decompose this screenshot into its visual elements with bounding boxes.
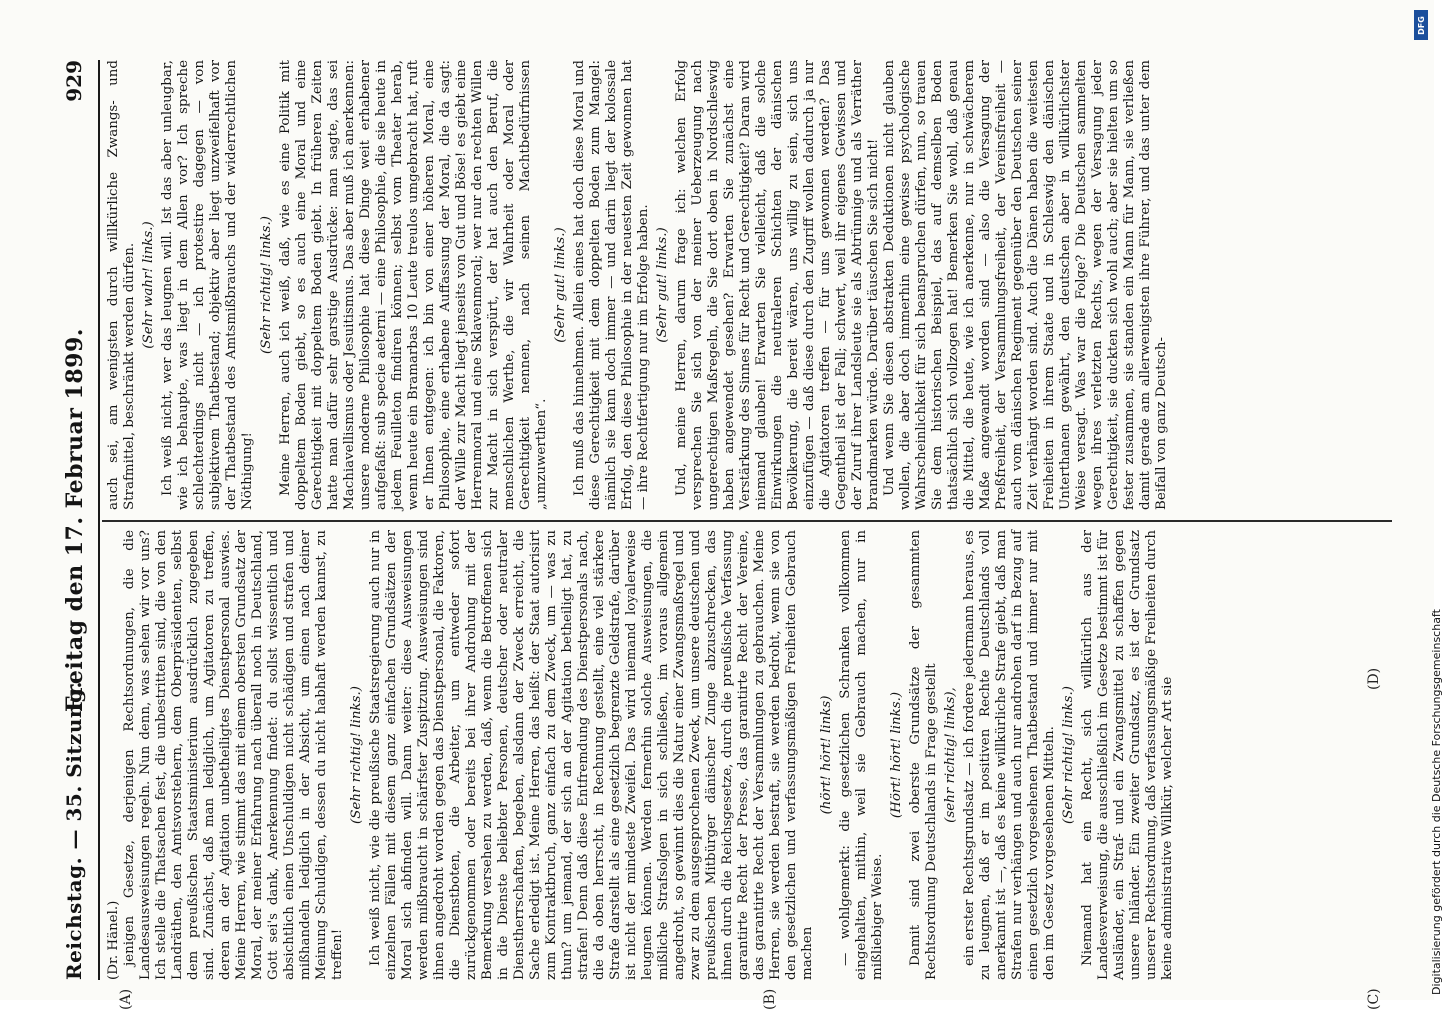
dfg-logo: DFG (1414, 10, 1428, 40)
paragraph: auch sei, am wenigsten durch willkürliche Zwangs- und Strafmittel, beschränkt werden dürfen. (106, 60, 137, 510)
header-date: Freitag den 17. Februar 1899. (62, 328, 88, 712)
paragraph: jenigen Gesetze, derjenigen Rechtsordnungen, die die Landesausweisungen regeln. Nun denn, was sehen wir vor uns? Ich stelle die Thatsachen fest, die unbestritten sind, die von den Landräthen, den Amtsvorstehern, dem Oberpräsidenten, selbst dem preußischen Staatsministerium ausdrücklich zugegeben sind. Zunächst, daß man lediglich, um Agitatoren zu treffen, deren an der Agitation unbetheiligtes Dienstpersonal auswies. Meine Herren, wie stimmt das mit einem obersten Grundsatz der Moral, der meiner Erfahrung nach überall noch in Deutschland, Gott sei's dank, Anerkennung findet: du sollst wissentlich und absichtlich einen Unschuldigen nicht schädigen und strafen und mißhandeln lediglich in der Absicht, um einen nach deiner Meinung Schuldigen, dessen du nicht habhaft werden kannst, zu treffen! (122, 530, 345, 980)
paragraph: Meine Herren, auch ich weiß, daß, wie es eine Politik mit doppeltem Boden giebt, so es auch eine Moral und eine Gerechtigkeit mit doppeltem Boden giebt. In früheren Zeiten hatte man dafür sehr garstige Ausdrücke: man sagte, das sei Machiavellismus oder Jesuitismus. Das aber muß ich anerkennen: unsere moderne Philosophie hat diese Dinge weit erhabener aufgefaßt: sub specie aeterni — eine Philosophie, die sie heute in jedem Feuilleton findiren können; selbst vom Theater herab, wenn heute ein Bramarbas 10 Leute treulos umgebracht hat, ruft er Ihnen entgegen: ich bin von einer höheren Moral, eine Philosophie, eine erhabene Auffassung der Moral, die da sagt: der Wille zur Macht liegt jenseits von Gut und Böse! es giebt eine Herrenmoral und eine Sklavenmoral; wer nur den rechten Willen zur Macht in sich verspürt, der hat auch den Beruf, die menschlichen Werthe, die wir Wahrheit oder Moral oder Gerechtigkeit nennen, nach seinen Machtbedürfnissen „umzuwerthen“. (278, 60, 549, 510)
margin-mark-d: (D) (1366, 667, 1382, 690)
left-column-body (122, 530, 1176, 980)
margin-mark-b: (B) (762, 988, 778, 1010)
speaker-name: (Dr. Hänel.) (106, 900, 121, 980)
paragraph: ein erster Rechtsgrundsatz — ich fordere jedermann heraus, es zu leugnen, daß er im positiven Rechte Deutschlands voll anerkannt ist —, daß es keine willkürliche Strafe giebt, daß man Strafen nur verhängen und auch nur androhen darf in Bezug auf einen gesetzlich vorgesehenen Thatbestand und immer nur mit den im Gesetz vorgesehenen Mitteln. (962, 530, 1057, 980)
left-column (106, 530, 1392, 980)
interjection: (hört! hört! links) (819, 695, 834, 815)
right-column (106, 60, 1392, 510)
right-column-body (106, 60, 1170, 510)
interjection: (Hört! hört! links.) (889, 691, 904, 819)
paragraph: Damit sind zwei oberste Grundsätze der gesammten Rechtsordnung Deutschlands in Frage gestellt (908, 530, 939, 980)
page-number: 929 (62, 60, 86, 102)
margin-mark-a: (A) (118, 988, 134, 1010)
rotated-page-content (50, 60, 1395, 1010)
digitization-credit: Digitalisierung gefördert durch die Deutsche Forschungsgemeinschaft (1430, 609, 1443, 995)
paragraph: — wohlgemerkt: die gesetzlichen Schranken vollkommen eingehalten, mithin, weil sie Gebrauch machen, nur in mißliebiger Weise. (838, 530, 885, 980)
interjection: (Sehr richtig! links.) (1061, 686, 1076, 824)
interjection: (Sehr wahr! links.) (141, 221, 156, 349)
interjection: (Sehr gut! links.) (655, 227, 670, 343)
paragraph: Niemand hat ein Recht, sich willkürlich aus der Landesverweisung, die ausschließlich im Gesetze bestimmt ist für Ausländer, ein Straf- und ein Zwangsmittel zu schaffen gegen unsere Inländer. Ein zweiter Grundsatz, es ist der Grundsatz unserer Rechtsordnung, daß verfassungsmäßige Freiheiten durch keine administrative Willkür, welcher Art sie (1080, 530, 1175, 980)
paragraph: Und wenn Sie diesen abstrakten Deduktionen nicht glauben wollen, die aber doch immerhin eine gewisse psychologische Wahrscheinlichkeit für sich beanspruchen dürfen, nun, so trauen Sie dem historischen Beispiel, das auf demselben Boden thatsächlich sich vollzogen hat! Bemerken Sie wohl, daß genau die Mittel, die heute, wie ich anerkenne, nur in schwächerem Maße angewandt worden sind — also die Versagung der Preßfreiheit, der Versammlungsfreiheit, der Vereinsfreiheit — auch vom dänischen Regiment gegenüber den Deutschen seiner Zeit verhängt worden sind. Auch die Dänen haben die weitesten Freiheiten in ihrem Staate und in Schleswig den dänischen Unterthanen gewährt, den deutschen aber in willkürlichster Weise versagt. Was war die Folge? Die Deutschen sammelten wegen ihres verletzten Rechts, wegen der Versagung jeder Gerechtigkeit, sie duckten sich wohl auch; aber sie hielten um so fester zusammen, sie standen ein Mann für Mann, sie verließen damit gerade am allerwenigsten ihre Führer, und das unter dem Beifall von ganz Deutsch- (882, 60, 1169, 510)
paragraph: Und, meine Herren, darum frage ich: welchen Erfolg versprechen Sie sich von der meiner Ueberzeugung nach ungerechtigen Maßregeln, die Sie dort oben in Nordschleswig haben angewendet gesehen? Erwarten Sie zunächst eine Verstärkung des Sinnes für Recht und Gerechtigkeit? Daran wird niemand glauben! Erwarten Sie vielleicht, daß die solche Einwirkungen die neutraleren Schichten der dänischen Bevölkerung, die bereit wären, uns willig zu sein, sich uns einzufügen — daß diese durch den Zugriff wollen dadurch ja nur die Agitatoren treffen — für uns gewonnen werden? Das Gegentheil ist der Fall; schwert, weil ihr eigenes Gewissen und der Zuruf ihrer Landsleute sie als Abtrünnige und als Verräther brandmarken würde. Darüber täuschen Sie sich nicht! (674, 60, 881, 510)
page-header (50, 60, 100, 980)
paragraph: Ich weiß nicht, wie die preußische Staatsregierung auch nur in einzelnen Fällen mit diesem ganz einfachen Grundsätzen der Moral sich abfinden will. Dann weiter: diese Ausweisungen werden mißbraucht in schärfster Zuspitzung. Ausweisungen sind ihnen angedroht worden gegen das Dienstpersonal, die Faktoren, die Dienstboten, die Arbeiter, um entweder sofort zurückgenommen oder bereits bei ihrer Androhung mit der Bemerkung versehen zu werden, daß, wenn die Betroffenen sich in die Dienste beliebter Personen, deutscher oder neutraler Dienstherrschaften, begeben, alsdann der Zweck erreicht, die Sache erledigt ist. Meine Herren, das heißt: der Staat autorisirt zum Kontraktbruch, ganz einfach zu dem Zweck, um — was zu thun? um jemand, der sich an der Agitation betheiligt hat, zu strafen! Denn daß diese Entfremdung des Dienstpersonals nach, die da oben herrscht, in Rechnung gestellt, eine viel stärkere Strafe darstellt als eine gesetzlich begrenzte Geldstrafe, darüber ist nicht der mindeste Zweifel. Das wird niemand loyalerweise leugnen können. Werden fernerhin solche Ausweisungen, die mißliche Strafsolgen in sich schließen, im voraus allgemein angedroht, so gewinnt dies die Natur einer Zwangsmaßregel und zwar zu dem ausgesprochenen Zweck, um unsere deutschen und preußischen Mitbürger dänischer Zunge abzuschrecken, das ihnen durch die Reichsgesetze, durch die preußische Verfassung garantirte Recht der Presse, das garantirte Recht der Vereine, das garantirte Recht der Versammlungen zu gebrauchen. Meine Herren, sie werden bestraft, sie werden bedroht, wenn sie von den gesetzlichen und verfassungsmäßigen Freiheiten Gebrauch machen (368, 530, 815, 980)
interjection: (Sehr richtig! links.) (259, 216, 274, 354)
interjection: (Sehr richtig! links.) (349, 686, 364, 824)
paragraph: Ich weiß nicht, wer das leugnen will. Ist das aber unleugbar, wie ich behaupte, was liegt in dem Allen vor? Ich spreche schlechterdings nicht — ich protestire dagegen — von subjektivem Thatbestand; objektiv aber liegt unzweifelhaft vor der Thatbestand des Amtsmißbrauchs und der widerrechtlichen Nöthigung! (160, 60, 255, 510)
dfg-sidebar (1412, 5, 1443, 995)
interjection: (Sehr gut! links.) (553, 227, 568, 343)
interjection: (sehr richtig! links), (943, 687, 958, 823)
header-session: Reichstag. — 35. Sitzung. (62, 681, 86, 980)
paragraph: Ich muß das hinnehmen. Allein eines hat doch diese Moral und diese Gerechtigkeit mit dem doppelten Boden zum Mangel: nämlich sie kann doch immer — und darin liegt der kolossale Erfolg, den diese Philosophie in der neuesten Zeit gewonnen hat — ihre Rechtfertigung nur im Erfolge haben. (572, 60, 651, 510)
margin-mark-c: (C) (1366, 988, 1382, 1010)
column-divider (102, 520, 1392, 522)
